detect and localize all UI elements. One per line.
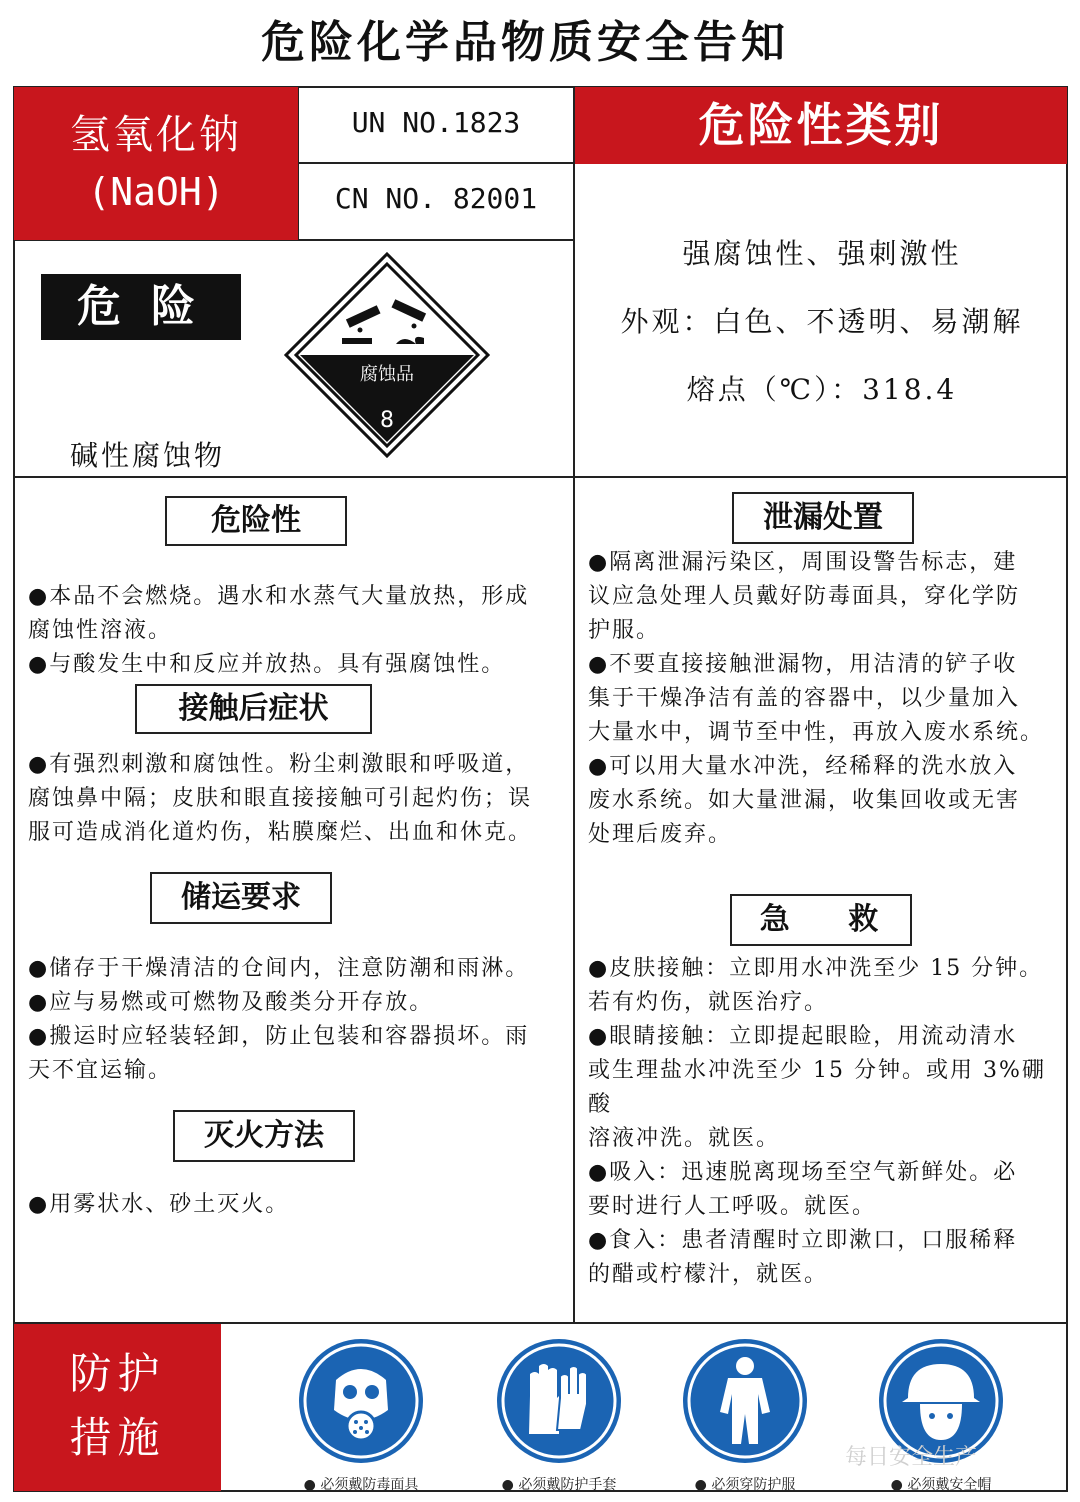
page-title: 危险化学品物质安全告知 — [261, 17, 789, 68]
text-line: 要时进行人工呼吸。就医。 — [588, 1194, 877, 1219]
text-line: 服可造成消化道灼伤，粘膜糜烂、出血和休克。 — [28, 820, 533, 845]
ppe-protective-suit — [680, 1336, 810, 1494]
corrosive-sign — [284, 252, 490, 458]
protection-title-line: 防护 — [69, 1349, 166, 1398]
text-line: 或生理盐水冲洗至少 15 分钟。或用 3%硼酸 — [588, 1058, 1046, 1117]
text-line: 若有灼伤，就医治疗。 — [588, 990, 829, 1015]
text-line: ●本品不会燃烧。遇水和水蒸气大量放热，形成 — [28, 584, 530, 609]
ppe-caption: ● 必须戴安全帽 — [890, 1477, 992, 1493]
divider — [14, 476, 1067, 478]
storage-text — [28, 952, 573, 1088]
text-line: 腐蚀鼻中隔；皮肤和眼直接接触可引起灼伤；误 — [28, 786, 533, 811]
text-line: 废水系统。如大量泄漏，收集回收或无害 — [588, 788, 1021, 813]
text-line: 腐蚀性溶液。 — [28, 618, 173, 643]
text-line: 护服。 — [588, 618, 661, 643]
first-aid-text — [588, 952, 1064, 1292]
text-line: 大量水中，调节至中性，再放入废水系统。 — [588, 720, 1045, 745]
text-line: 的醋或柠檬汁，就医。 — [588, 1262, 829, 1287]
ppe-gas-mask — [296, 1336, 426, 1494]
corrosive-label: 腐蚀品 — [360, 364, 414, 385]
protection-title-line: 措施 — [69, 1413, 166, 1462]
substance-name-box — [14, 87, 298, 240]
watermark: 每日安全生产 — [845, 1445, 978, 1470]
text-line: ●可以用大量水冲洗，经稀释的洗水放入 — [588, 754, 1018, 779]
text-line: ●食入：患者清醒时立即漱口，口服稀释 — [588, 1228, 1018, 1253]
property-line: 熔点（℃）：318.4 — [686, 373, 958, 406]
text-line: ●与酸发生中和反应并放热。具有强腐蚀性。 — [28, 652, 506, 677]
section-title-symptoms: 接触后症状 — [135, 684, 372, 734]
ppe-caption: ● 必须戴防毒面具 — [303, 1477, 419, 1493]
text-line: ●不要直接接触泄漏物，用洁清的铲子收 — [588, 652, 1018, 677]
text-line: ●吸入：迅速脱离现场至空气新鲜处。必 — [588, 1160, 1018, 1185]
ppe-caption: ● 必须戴防护手套 — [501, 1477, 617, 1493]
hazard-text — [28, 580, 573, 682]
un-number: UN NO.1823 — [351, 106, 521, 139]
protection-title — [14, 1324, 221, 1491]
divider — [573, 87, 575, 1324]
text-line: 处理后废弃。 — [588, 822, 733, 847]
protective-suit-icon — [680, 1336, 810, 1466]
text-line: 集于干燥净洁有盖的容器中，以少量加入 — [588, 686, 1021, 711]
text-line: ●应与易燃或可燃物及酸类分开存放。 — [28, 990, 434, 1015]
text-line: 议应急处理人员戴好防毒面具，穿化学防 — [588, 584, 1021, 609]
ppe-caption: ● 必须穿防护服 — [694, 1477, 796, 1493]
divider — [297, 162, 575, 164]
fire-text — [28, 1188, 573, 1222]
gas-mask-icon — [296, 1336, 426, 1466]
section-title-fire: 灭火方法 — [173, 1110, 355, 1162]
property-line: 外观：白色、不透明、易潮解 — [620, 305, 1024, 338]
symptoms-text — [28, 748, 573, 850]
hazard-class-number: 8 — [380, 408, 394, 433]
text-line: 天不宜运输。 — [28, 1058, 173, 1083]
ppe-gloves — [494, 1336, 624, 1494]
text-line: ●隔离泄漏污染区，周围设警告标志，建 — [588, 550, 1018, 575]
text-line: ●搬运时应轻装轻卸，防止包装和容器损坏。雨 — [28, 1024, 530, 1049]
text-line: ●储存于干燥清洁的仓间内，注意防潮和雨淋。 — [28, 956, 530, 981]
danger-label: 危险 — [41, 274, 241, 340]
substance-name: 氢氧化钠 — [70, 112, 242, 158]
section-title-storage: 储运要求 — [150, 872, 332, 924]
leak-text — [588, 546, 1064, 852]
text-line: ●眼睛接触：立即提起眼睑，用流动清水 — [588, 1024, 1018, 1049]
hazard-category-title: 危险性类别 — [575, 87, 1067, 164]
text-line: ●有强烈刺激和腐蚀性。粉尘刺激眼和呼吸道， — [28, 752, 530, 777]
text-line: ●用雾状水、砂土灭火。 — [28, 1192, 290, 1217]
section-title-leak: 泄漏处置 — [732, 492, 914, 544]
text-line: 溶液冲洗。就医。 — [588, 1126, 781, 1151]
property-line: 强腐蚀性、强刺激性 — [682, 237, 962, 270]
hazard-type: 碱性腐蚀物 — [70, 439, 226, 472]
section-title-hazard: 危险性 — [165, 496, 347, 546]
text-line: ●皮肤接触：立即用水冲洗至少 15 分钟。 — [588, 956, 1044, 981]
substance-formula: (NaOH) — [87, 170, 225, 214]
gloves-icon — [494, 1336, 624, 1466]
section-title-first-aid: 急 救 — [730, 894, 912, 946]
cn-number: CN NO. 82001 — [334, 182, 538, 215]
